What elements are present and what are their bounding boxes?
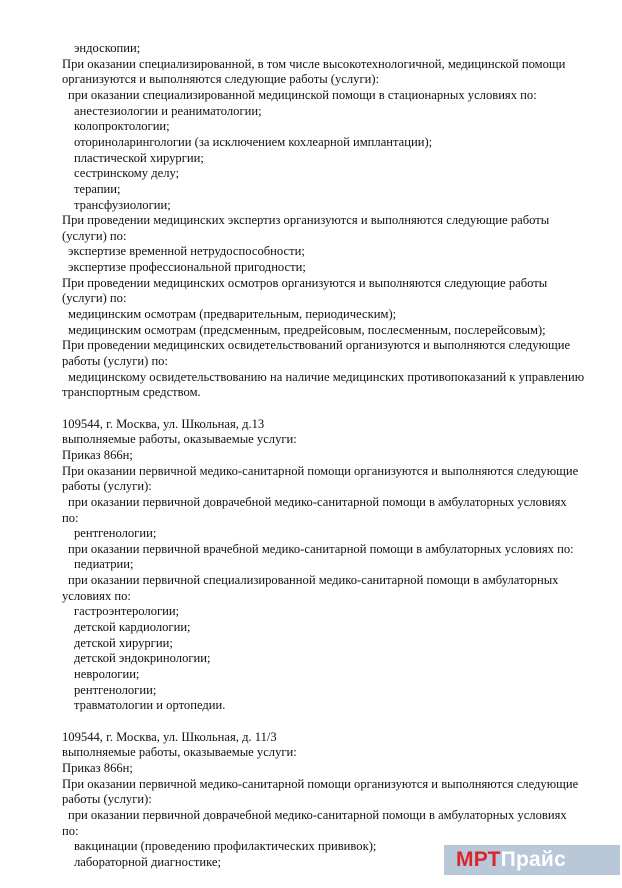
text-line: анестезиологии и реаниматологии; [74,103,262,118]
text-line: экспертизе профессиональной пригодности; [68,260,306,275]
text-line: эндоскопии; [74,41,141,55]
text-line: 109544, г. Москва, ул. Школьная, д. 11/3 [62,729,277,744]
text-line: гастроэнтерологии; [74,604,180,619]
text-line: организуются и выполняются следующие работы (услуги): [62,72,380,87]
text-line: терапии; [74,181,121,196]
text-line: Приказ 866н; [62,760,133,775]
text-line: рентгенологии; [74,526,157,541]
text-line: вакцинации (проведению профилактических прививок); [74,839,377,854]
text-line: рентгенологии; [74,682,157,697]
text-line: 109544, г. Москва, ул. Школьная, д.13 [62,416,265,431]
text-line: При оказании первичной медико-санитарной помощи организуются и выполняются следующие [62,463,579,478]
text-line: оториноларингологии (за исключением кохлеарной имплантации); [74,134,433,149]
text-line: При проведении медицинских осмотров организуются и выполняются следующие работы [62,275,548,290]
text-line: неврологии; [74,667,140,681]
text-line: выполняемые работы, оказываемые услуги: [62,432,297,447]
text-line: работы (услуги): [62,792,152,807]
text-line: При проведении медицинских экспертиз организуются и выполняются следующие работы [62,213,550,228]
text-line: по: [62,510,79,525]
text-line: трансфузиологии; [74,197,171,212]
text-line: детской кардиологии; [74,620,191,635]
text-line: При оказании первичной медико-санитарной помощи организуются и выполняются следующие [62,776,579,791]
text-line: условиях по: [62,588,131,603]
text-line: детской эндокринологии; [74,651,211,666]
text-line: транспортным средством. [62,385,201,400]
text-line: работы (услуги): [62,479,152,494]
text-line: экспертизе временной нетрудоспособности; [68,244,305,259]
text-line: при оказании первичной доврачебной медико-санитарной помощи в амбулаторных условиях [68,494,567,509]
text-line: педиатрии; [74,557,134,572]
text-line: детской хирургии; [74,635,173,650]
text-line: работы (услуги) по: [62,354,168,368]
text-line: При проведении медицинских освидетельствований организуются и выполняются следующие [62,338,571,353]
text-line: (услуги) по: [62,291,127,306]
text-line: пластической хирургии; [74,150,204,165]
text-line: колопроктологии; [74,119,170,134]
text-line: медицинским осмотрам (предварительным, периодическим); [68,307,397,322]
text-line: медицинским осмотрам (предсменным, предрейсовым, послесменным, послерейсовым); [68,322,546,337]
text-line: выполняемые работы, оказываемые услуги: [62,745,297,760]
mrtprice-watermark-logo [444,845,620,875]
text-line: при оказании специализированной медицинской помощи в стационарных условиях по: [68,87,537,102]
text-line: (услуги) по: [62,228,127,243]
text-line: при оказании первичной врачебной медико-санитарной помощи в амбулаторных условиях по: [68,541,574,556]
text-line: Приказ 866н; [62,447,133,462]
watermark-text-mrt: МРТ [456,848,501,871]
text-line: по: [62,823,79,838]
text-line: При оказании специализированной, в том числе высокотехнологичной, медицинской помощи [62,56,566,71]
text-line: медицинскому освидетельствованию на наличие медицинских противопоказаний к управлению [68,369,585,384]
text-line: лабораторной диагностике; [74,854,221,869]
watermark-text-price: Прайс [500,848,566,871]
text-line: при оказании первичной специализированной медико-санитарной помощи в амбулаторных [68,573,559,588]
text-line: травматологии и ортопедии. [74,698,226,713]
text-line: при оказании первичной доврачебной медико-санитарной помощи в амбулаторных условиях [68,807,567,822]
text-line: сестринскому делу; [74,166,180,181]
